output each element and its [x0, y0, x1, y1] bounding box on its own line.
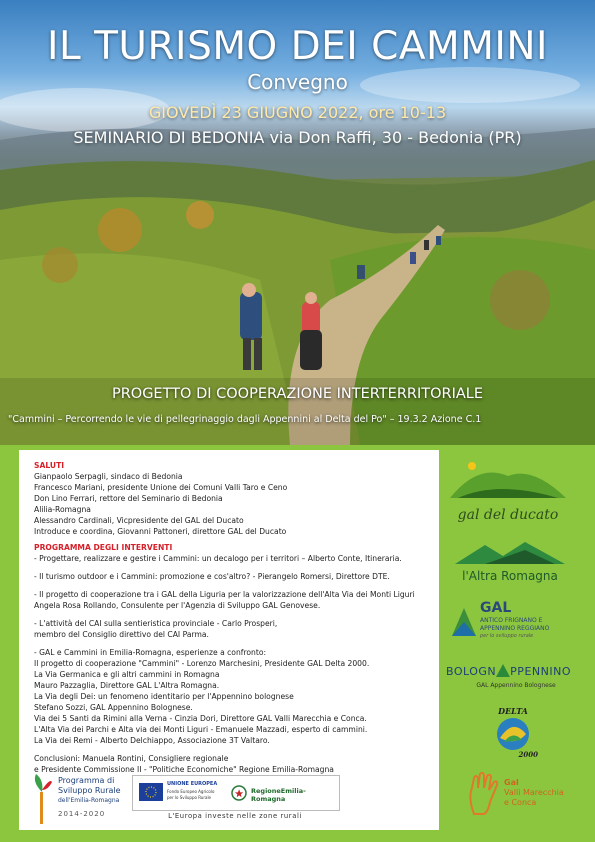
program-line: Angela Rosa Rollando, Consulente per l'Agenzia di Sviluppo GAL Genovese. — [34, 601, 321, 610]
project-subtitle: "Cammini – Percorrendo le vie di pellegrinaggio dagli Appennini al Delta del Po" – 19.3.2 Azione C.1 — [8, 414, 482, 425]
event-date: GIOVEDÌ 23 GIUGNO 2022, ore 10-13 — [148, 103, 447, 122]
project-title: PROGETTO DI COOPERAZIONE INTERTERRITORIALE — [111, 386, 484, 402]
program-line: - Il turismo outdoor e i Cammini: promozione e cos'altro? - Pierangelo Romersi, Direttore DTE. — [34, 572, 390, 581]
program-line: La Via degli Dei: un fenomeno identitario per l'Appennino bolognese — [34, 692, 294, 701]
delta-year: 2000 — [518, 750, 538, 759]
gal-ducato-text: gal del ducato — [457, 507, 559, 523]
marecchia-line: e Conca — [504, 798, 537, 807]
program-line: La Via dei Remi - Alberto Delchiappo, Associazione 3T Valtaro. — [34, 736, 270, 745]
eu-slogan: L'Europa investe nelle zone rurali — [168, 812, 302, 820]
gal-frignano-gal: GAL — [480, 600, 512, 616]
saluti-line: Gianpaolo Serpagli, sindaco di Bedonia — [34, 472, 183, 481]
republic-emblem-icon — [231, 784, 247, 802]
gal-ducato-logo — [448, 458, 568, 524]
event-subtitle: Convegno — [247, 70, 348, 94]
program-line: Mauro Pazzaglia, Direttore GAL L'Altra Romagna. — [34, 681, 220, 690]
funding-logos — [28, 770, 438, 830]
altra-romagna-text: l'Altra Romagna — [462, 569, 558, 583]
program-line: membro del Consiglio direttivo del CAI Parma. — [34, 630, 209, 639]
eu-line: Fondo Europeo Agricolo — [167, 789, 215, 794]
program-line: Il progetto di cooperazione "Cammini" - Lorenzo Marchesini, Presidente GAL Delta 2000. — [34, 659, 370, 668]
marecchia-line: Valli Marecchia — [504, 788, 564, 797]
hand-icon — [466, 772, 502, 816]
program-line: - Progettare, realizzare e gestire i Cammini: un decalogo per i territori – Alberto Conte, Itineraria. — [34, 554, 402, 563]
eu-logo-bar — [132, 775, 340, 811]
saluti-heading: SALUTI — [34, 461, 65, 470]
eu-line: UNIONE EUROPEA — [167, 781, 218, 787]
psr-line: Sviluppo Rurale — [58, 786, 121, 795]
altra-romagna-logo — [455, 540, 565, 585]
bologna-text: BOLOGN — [446, 665, 497, 678]
program-content — [34, 460, 444, 775]
hills-icon — [448, 458, 568, 503]
bologna-subtitle: GAL Appennino Bolognese — [476, 682, 556, 689]
eu-line: per lo Sviluppo Rurale — [167, 795, 212, 800]
program-line: - GAL e Cammini in Emilia-Romagna, esperienze a confronto: — [34, 648, 267, 657]
psr-line: Programma di — [58, 776, 115, 785]
program-line: L'Alta Via dei Parchi e Alta via dei Monti Liguri - Emanuele Mazzadi, esperto di cammini. — [34, 725, 368, 734]
psr-line: dell'Emilia-Romagna — [58, 797, 120, 804]
marecchia-gal: Gal — [504, 778, 519, 787]
region-text: RegioneEmilia-Romagna — [251, 787, 306, 803]
appennino-text: PPENNINO — [510, 665, 571, 678]
eu-flag-icon — [139, 783, 163, 801]
programma-heading: PROGRAMMA DEGLI INTERVENTI — [34, 543, 173, 552]
gal-frignano-line: ANTICO FRIGNANO E — [480, 617, 543, 624]
psr-line: 2014-2020 — [58, 810, 106, 818]
event-place: SEMINARIO DI BEDONIA via Don Raffi, 30 - Bedonia (PR) — [73, 128, 522, 147]
saluti-line: Alessandro Cardinali, Vicpresidente del GAL del Ducato — [34, 516, 244, 525]
saluti-line: Introduce e coordina, Giovanni Pattoneri, direttore GAL del Ducato — [34, 527, 287, 536]
gal-frignano-line: APPENNINO REGGIANO — [480, 625, 550, 632]
psr-plant-icon — [32, 772, 52, 824]
mountain-icon — [455, 540, 565, 565]
a-mountain-icon — [496, 664, 510, 677]
program-line: - Il progetto di cooperazione tra i GAL della Liguria per la valorizzazione dell'Alta Via dei Monti Liguri — [34, 590, 415, 599]
bologna-appennino-logo — [446, 660, 586, 694]
landscape-icon — [450, 604, 478, 638]
saluti-line: Alilia-Romagna — [34, 505, 91, 514]
gal-frignano-logo — [450, 600, 580, 645]
saluti-line: Francesco Mariani, presidente Unione dei Comuni Valli Taro e Ceno — [34, 483, 288, 492]
program-line: Conclusioni: Manuela Rontini, Consigliere regionale — [34, 754, 229, 763]
gal-frignano-line: per lo sviluppo rurale — [480, 633, 534, 639]
program-line: Stefano Sozzi, GAL Appennino Bolognese. — [34, 703, 193, 712]
program-line: Via dei 5 Santi da Rimini alla Verna - Cinzia Dori, Direttore GAL Valli Marecchia e Conca. — [34, 714, 367, 723]
delta-swirl-icon — [488, 716, 538, 752]
saluti-line: Don Lino Ferrari, rettore del Seminario di Bedonia — [34, 494, 223, 503]
delta-text: DELTA — [498, 706, 528, 716]
program-line: e Presidente Commissione II - "Politiche Economiche" Regione Emilia-Romagna — [34, 765, 334, 774]
program-line: La Via Germanica e gli altri cammini in Romagna — [34, 670, 220, 679]
gal-valli-marecchia-logo — [466, 770, 586, 822]
event-title: IL TURISMO DEI CAMMINI — [46, 24, 549, 69]
program-line: - L'attività del CAI sulla sentieristica provinciale - Carlo Prosperi, — [34, 619, 278, 628]
delta-2000-logo — [488, 706, 538, 760]
